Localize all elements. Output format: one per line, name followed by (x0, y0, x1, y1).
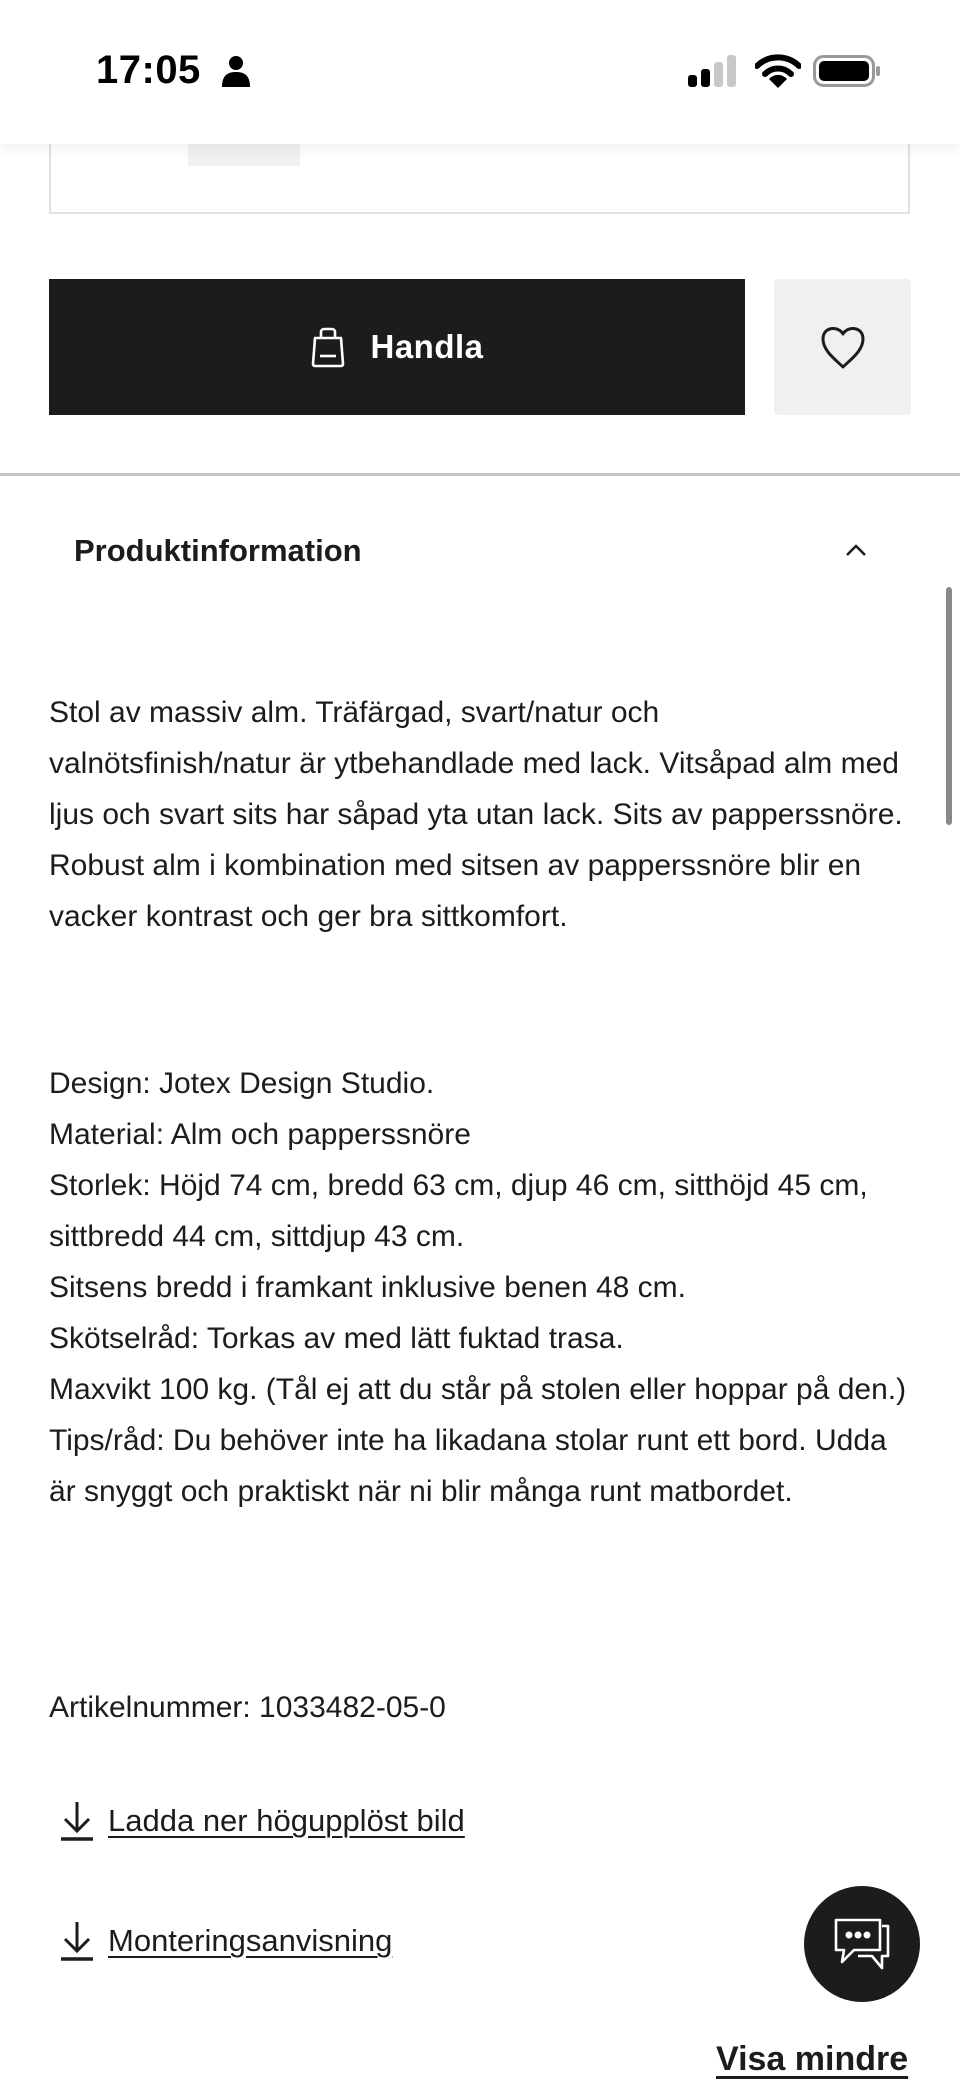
product-details (49, 1058, 909, 1517)
favorite-button[interactable] (774, 279, 911, 415)
download-icon (58, 1800, 96, 1842)
chat-icon (832, 1916, 892, 1972)
assembly-instructions-label: Monteringsanvisning (108, 1923, 393, 1958)
status-time: 17:05 (96, 48, 201, 92)
description-text: Stol av massiv alm. Träfärgad, svart/natur och valnötsfinish/natur är ytbehandlade med lack. Vitsåpad alm med ljus och svart sits har såpad yta utan lack. Sits av papperssnöre. Robust alm i kombination med sitsen av papperssnöre blir en vacker kontrast och ger bra sittkomfort. (49, 696, 903, 933)
download-image-link[interactable] (58, 1800, 465, 1842)
shopping-bag-icon (310, 326, 346, 368)
chevron-up-icon (844, 540, 868, 560)
detail-care: Skötselråd: Torkas av med lätt fuktad trasa. (49, 1322, 624, 1355)
scrollbar[interactable] (946, 587, 952, 825)
detail-size: Storlek: Höjd 74 cm, bredd 63 cm, djup 46 cm, sitthöjd 45 cm, sittbredd 44 cm, sittdjup 43 cm. (49, 1169, 868, 1253)
chat-button[interactable] (804, 1886, 920, 2002)
signal-icon (688, 55, 738, 87)
status-bar (0, 0, 960, 144)
download-image-label: Ladda ner högupplöst bild (108, 1803, 465, 1838)
person-icon (222, 55, 250, 87)
detail-seat-width: Sitsens bredd i framkant inklusive benen 48 cm. (49, 1271, 686, 1304)
detail-material: Material: Alm och papperssnöre (49, 1118, 471, 1151)
article-number (49, 1682, 909, 1733)
assembly-instructions-link[interactable] (58, 1920, 392, 1962)
detail-max-weight: Maxvikt 100 kg. (Tål ej att du står på stolen eller hoppar på den.) (49, 1373, 907, 1406)
detail-tips: Tips/råd: Du behöver inte ha likadana stolar runt ett bord. Udda är snyggt och praktiskt när ni blir många runt matbordet. (49, 1424, 887, 1508)
description-paragraph (49, 687, 909, 942)
buy-label: Handla (370, 328, 484, 365)
show-less-link[interactable]: Visa mindre (716, 2040, 909, 2078)
battery-icon (813, 55, 881, 87)
accordion-title: Produktinformation (74, 533, 362, 568)
product-info-accordion-header[interactable] (74, 528, 874, 574)
heart-icon (819, 324, 867, 370)
section-divider (0, 473, 960, 476)
download-icon (58, 1920, 96, 1962)
buy-button[interactable] (49, 279, 745, 415)
detail-design: Design: Jotex Design Studio. (49, 1067, 435, 1100)
article-number-text: Artikelnummer: 1033482-05-0 (49, 1691, 446, 1724)
wifi-icon (755, 54, 801, 88)
option-chip[interactable] (188, 144, 300, 166)
